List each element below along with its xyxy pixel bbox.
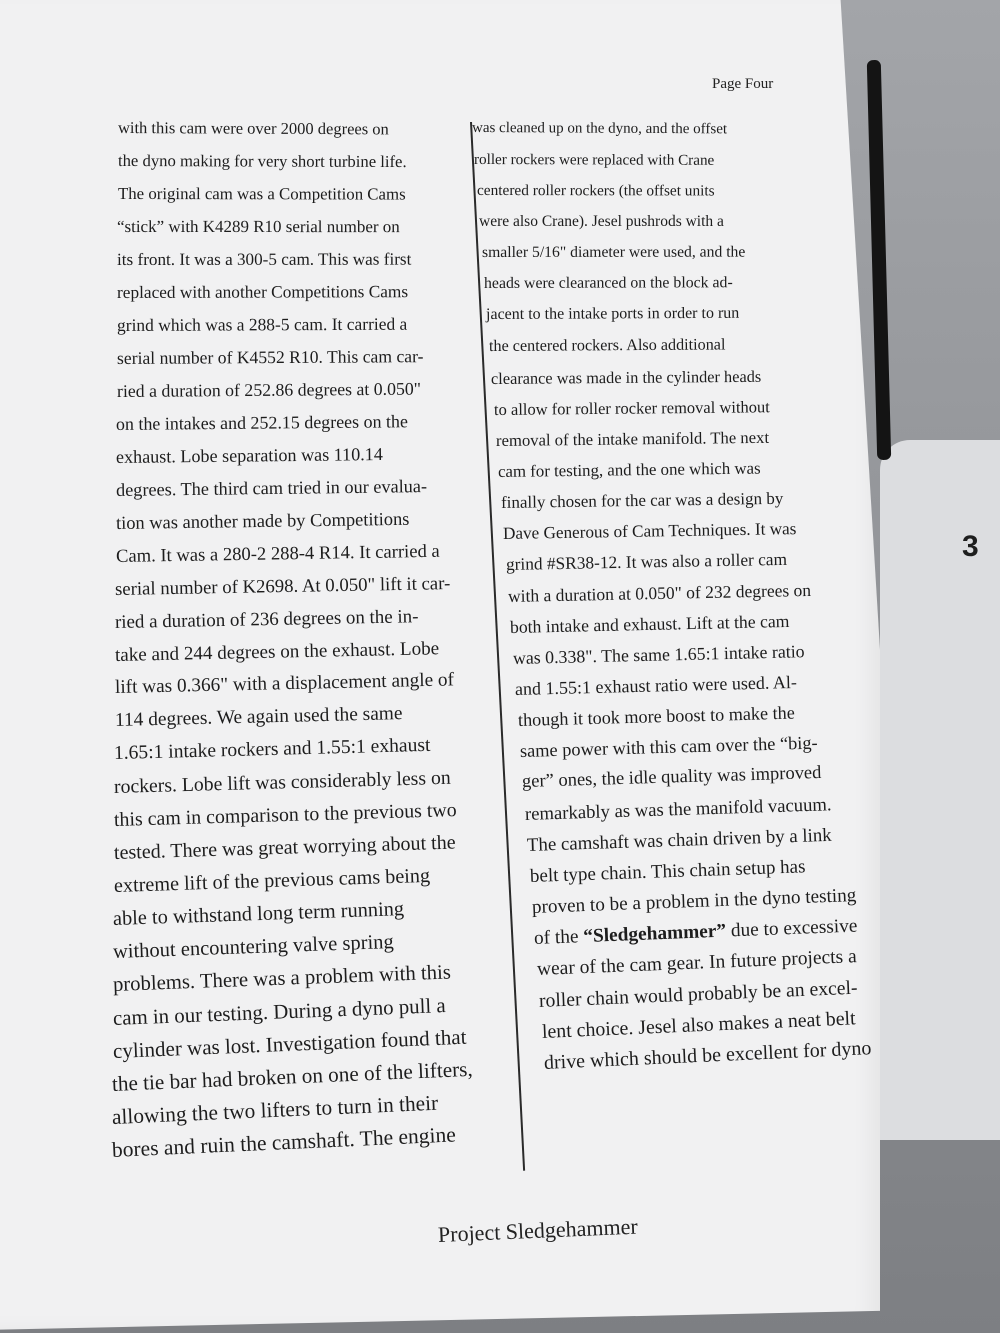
text-line: allowing the two lifters to turn in their [111,1090,439,1130]
text-line: The camshaft was chain driven by a link [526,824,833,856]
text-line: same power with this cam over the “big- [519,732,818,762]
text-line: ried a duration of 252.86 degrees at 0.050" [116,378,421,402]
text-line: problems. There was a problem with this [112,960,452,996]
page-footer: Project Sledgehammer [437,1213,639,1247]
text-line: wear of the cam gear. In future projects a [536,945,857,980]
text-line: grind which was a 288-5 cam. It carried a [116,314,408,336]
text-line: tion was another made by Competitions [115,508,410,533]
text-line: with this cam were over 2000 degrees on [117,118,389,139]
text-line: drive which should be excellent for dyno [543,1037,872,1074]
text-line: ried a duration of 236 degrees on the in- [114,605,419,633]
text-line: belt type chain. This chain setup has [529,855,806,887]
text-line: degrees. The third cam tried in our evalua- [115,475,428,500]
bold-title-word: “Sledgehammer” [583,920,727,947]
text-line: lift was 0.366" with a displacement angle of [114,669,454,699]
text-line: this cam in comparison to the previous two [113,799,457,831]
text-line: the tie bar had broken on one of the lifters, [111,1057,474,1097]
text-line: was cleaned up on the dyno, and the offset [471,120,728,138]
text-line: both intake and exhaust. Lift at the cam [510,610,791,638]
text-line: was 0.338". The same 1.65:1 intake ratio [512,641,805,669]
text-line: smaller 5/16" diameter were used, and the [481,243,745,262]
text-line: though it took more boost to make the [517,702,795,731]
text-line: and 1.55:1 exhaust ratio were used. Al- [514,672,798,700]
text-line: cam for testing, and the one which was [498,458,762,481]
text-line: roller rockers were replaced with Crane [474,151,715,169]
text-line: replaced with another Competitions Cams [116,281,409,302]
page-header: Page Four [712,76,774,92]
text-line: centered roller rockers (the offset units [476,182,715,200]
text-line: rockers. Lobe lift was considerably less on [113,766,452,799]
text-line: without encountering valve spring [112,930,395,963]
text-line: cam in our testing. During a dyno pull a [112,993,446,1031]
text-line: tested. There was great worrying about the [113,831,456,864]
text-line: exhaust. Lobe separation was 110.14 [115,444,384,467]
text-line: the centered rockers. Also additional [488,335,726,355]
text-line: 114 degrees. We again used the same [114,703,403,732]
text-line: finally chosen for the car was a design by [500,488,784,512]
text-line: proven to be a problem in the dyno testing [531,884,857,918]
text-line: 1.65:1 intake rockers and 1.55:1 exhaust [114,735,431,765]
text-line: jacent to the intake ports in order to run [486,305,740,324]
text-line: cylinder was lost. Investigation found that [112,1024,467,1064]
text-line: serial number of K2698. At 0.050" lift it car- [115,572,451,600]
text-line: serial number of K4552 R10. This cam car- [116,346,424,369]
divider-tab [880,440,1000,1140]
text-line: Dave Generous of Cam Techniques. It was [503,518,797,543]
text-line: roller chain would probably be an excel- [538,976,859,1012]
text-line: lent choice. Jesel also makes a neat belt [541,1007,856,1043]
text-line: ger” ones, the idle quality was improved [522,763,823,793]
text-line: heads were clearanced on the block ad- [483,274,733,293]
text-line: Cam. It was a 280-2 288-4 R14. It carried a [115,540,440,567]
text-line: removal of the intake manifold. The next [495,427,770,450]
text-line: with a duration at 0.050" of 232 degrees on [507,579,812,606]
text-line: able to withstand long term running [112,897,405,930]
tab-number: 3 [962,530,979,563]
text-line: “stick” with K4289 R10 serial number on [117,216,401,236]
text-line: The original cam was a Competition Cams [117,183,406,204]
text-line: extreme lift of the previous cams being [113,864,430,897]
text-line: bores and ruin the camshaft. The engine [111,1122,457,1162]
text-line: the dyno making for very short turbine life. [117,150,407,171]
text-line: take and 244 degrees on the exhaust. Lobe [114,637,440,666]
text-line: on the intakes and 252.15 degrees on the [116,411,409,435]
text-line: of the “Sledgehammer” due to excessive [533,915,859,949]
text-line: were also Crane). Jesel pushrods with a [479,213,725,231]
text-line: to allow for roller rocker removal without [493,396,770,419]
text-line: clearance was made in the cylinder heads [491,366,762,388]
text-line: grind #SR38-12. It was also a roller cam [505,549,787,574]
text-line: its front. It was a 300-5 cam. This was first [117,249,412,269]
text-line: remarkably as was the manifold vacuum. [524,793,832,825]
